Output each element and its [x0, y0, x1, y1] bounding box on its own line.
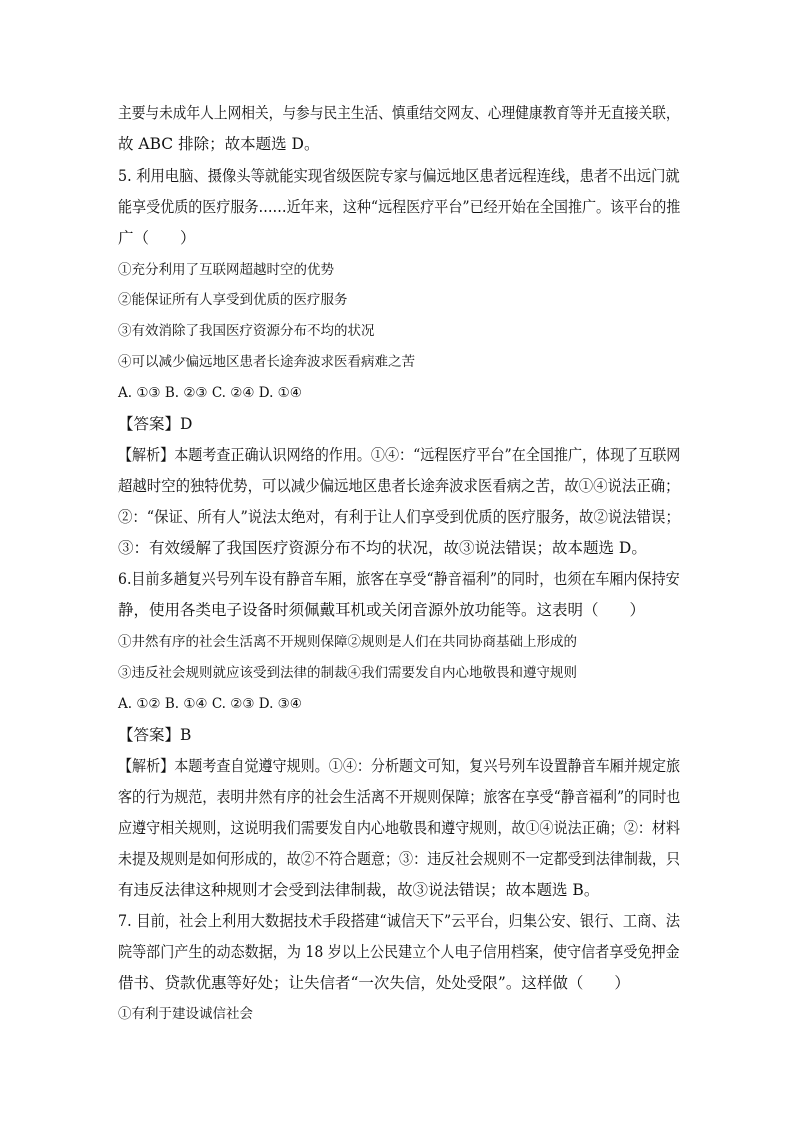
text-line: 未提及规则是如何形成的，故②不符合题意；③：违反社会规则不一定都受到法律制裁，只 — [118, 850, 681, 868]
text-line: 静，使用各类电子设备时须佩戴耳机或关闭音源外放功能等。这表明（ ） — [118, 601, 646, 619]
text-line: ③：有效缓解了我国医疗资源分布不均的状况，故③说法错误；故本题选 D。 — [118, 539, 647, 557]
text-line: 借书、贷款优惠等好处；让失信者“一次失信，处处受限”。这样做（ ） — [118, 974, 630, 992]
option-line: ①有利于建设诚信社会 — [118, 1006, 253, 1022]
question-6-stem: 6.目前多趟复兴号列车设有静音车厢，旅客在享受“静音福利”的同时，也须在车厢内保持安 — [118, 570, 680, 588]
answer-line: 【答案】B — [118, 726, 192, 744]
text-line: 广（ ） — [118, 229, 196, 247]
analysis-line: 【解析】本题考查正确认识网络的作用。①④：“远程医疗平台”在全国推广，体现了互联网 — [118, 446, 681, 464]
option-line: ③有效消除了我国医疗资源分布不均的状况 — [118, 323, 375, 339]
text-line: 有违反法律这种规则才会受到法律制裁，故③说法错误；故本题选 B。 — [118, 881, 600, 899]
choices-line: A. ①② B. ①④ C. ②③ D. ③④ — [118, 696, 302, 712]
text-line: 能享受优质的医疗服务……近年来，这种“远程医疗平台”已经开始在全国推广。该平台的推 — [118, 198, 681, 216]
option-line: ③违反社会规则就应该受到法律的制裁④我们需要发自内心地敬畏和遵守规则 — [118, 665, 577, 681]
text-line: 应遵守相关规则，这说明我们需要发自内心地敬畏和遵守规则，故①④说法正确；②：材料 — [118, 819, 681, 837]
text-line: 客的行为规范，表明井然有序的社会生活离不开规则保障；旅客在享受“静音福利”的同时也 — [118, 788, 681, 806]
text-line: 超越时空的独特优势，可以减少偏远地区患者长途奔波求医看病之苦，故①④说法正确； — [118, 477, 680, 495]
text-line: 主要与未成年人上网相关，与参与民主生活、慎重结交网友、心理健康教育等并无直接关联， — [118, 104, 680, 122]
choices-line: A. ①③ B. ②③ C. ②④ D. ①④ — [118, 385, 302, 401]
question-5-stem: 5. 利用电脑、摄像头等就能实现省级医院专家与偏远地区患者远程连线，患者不出远门就 — [118, 167, 680, 185]
text-line: 院等部门产生的动态数据，为 18 岁以上公民建立个人电子信用档案，使守信者享受免押金 — [118, 943, 680, 961]
question-7-stem: 7. 目前，社会上利用大数据技术手段搭建“诚信天下”云平台，归集公安、银行、工商、法 — [118, 912, 681, 930]
text-line: ②：“保证、所有人”说法太绝对，有利于让人们享受到优质的医疗服务，故②说法错误； — [118, 508, 680, 526]
option-line: ①井然有序的社会生活离不开规则保障②规则是人们在共同协商基础上形成的 — [118, 634, 577, 650]
text-line: 故 ABC 排除；故本题选 D。 — [118, 135, 320, 153]
analysis-line: 【解析】本题考查自觉遵守规则。①④：分析题文可知，复兴号列车设置静音车厢并规定旅 — [118, 757, 681, 775]
option-line: ②能保证所有人享受到优质的医疗服务 — [118, 292, 348, 308]
answer-line: 【答案】D — [118, 415, 193, 433]
option-line: ①充分利用了互联网超越时空的优势 — [118, 262, 334, 278]
option-line: ④可以减少偏远地区患者长途奔波求医看病难之苦 — [118, 354, 415, 370]
